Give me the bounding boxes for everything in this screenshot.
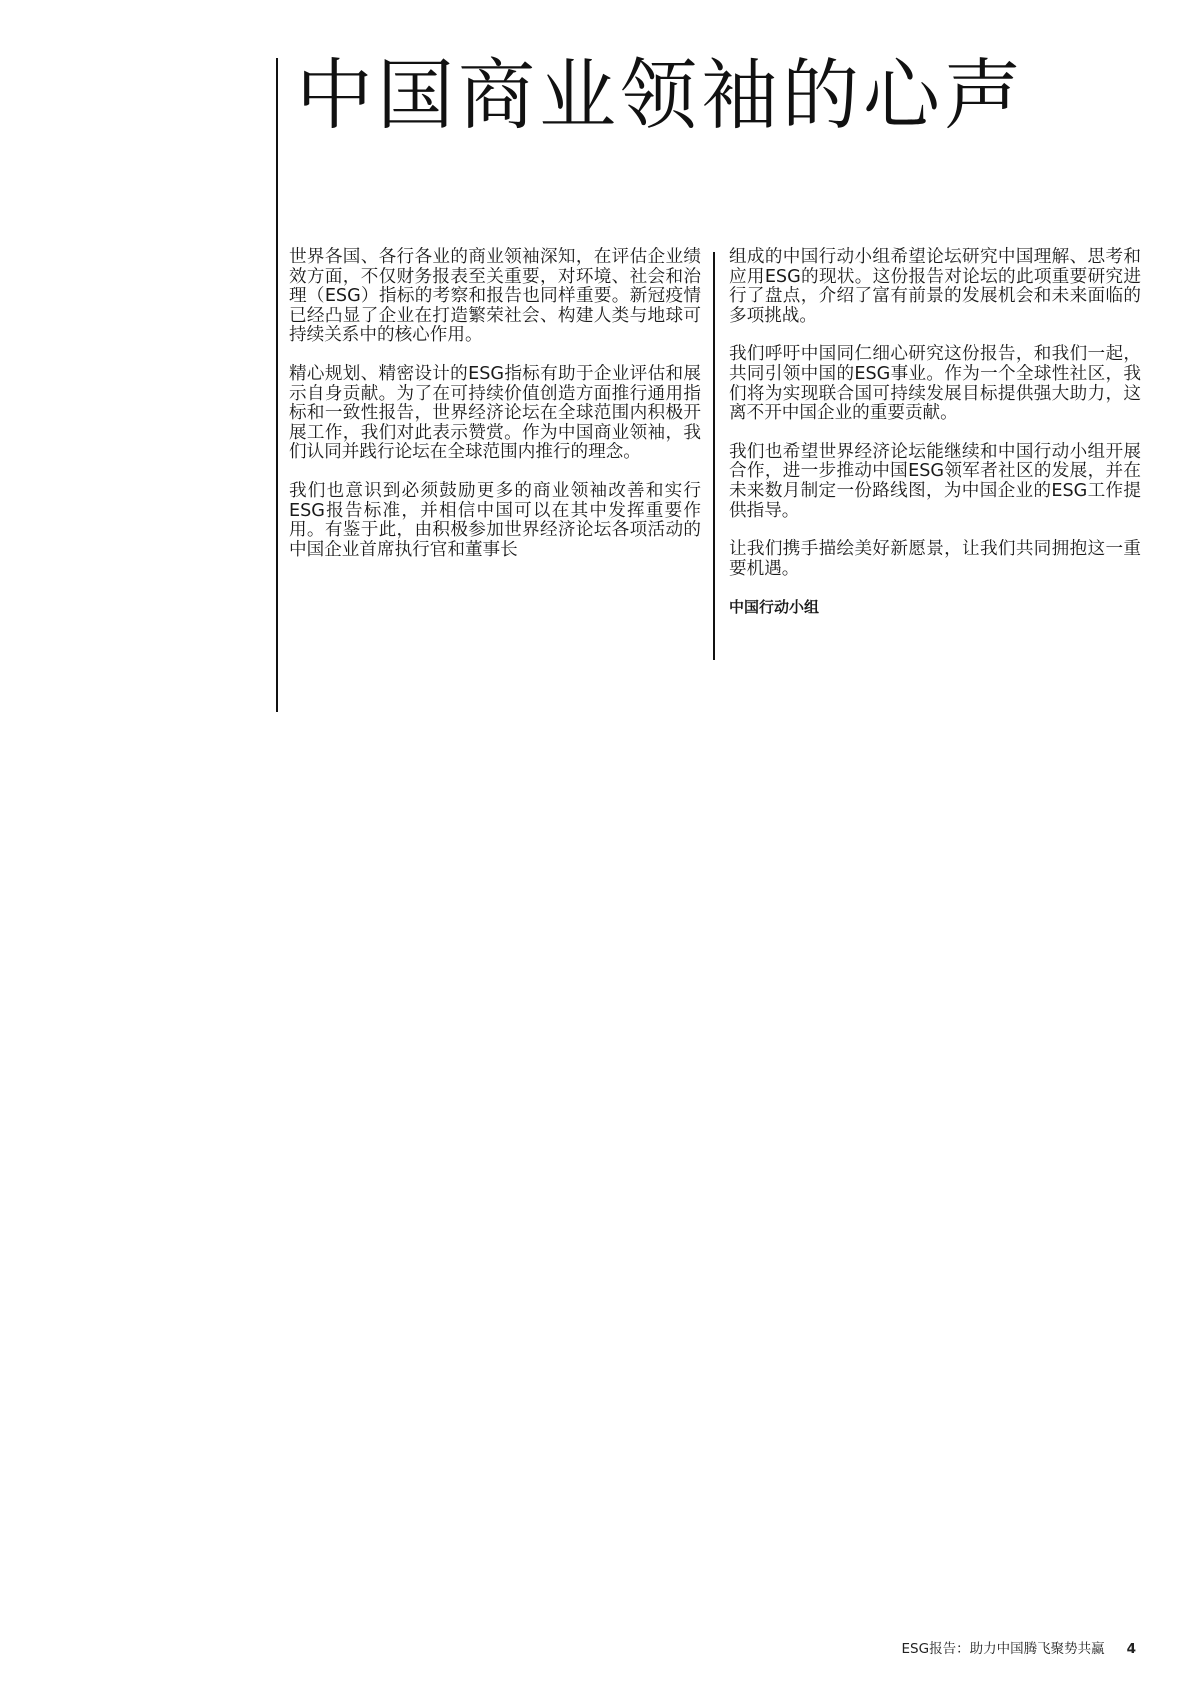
left-vertical-rule	[276, 58, 278, 712]
paragraph: 我们呼吁中国同仁细心研究这份报告，和我们一起，共同引领中国的ESG事业。作为一个全球性社区，我们将为实现联合国可持续发展目标提供强大助力，这离不开中国企业的重要贡献。	[729, 344, 1141, 424]
signature: 中国行动小组	[729, 598, 820, 617]
paragraph: 让我们携手描绘美好新愿景，让我们共同拥抱这一重要机遇。	[729, 539, 1141, 579]
paragraph: 我们也意识到必须鼓励更多的商业领袖改善和实行ESG报告标准，并相信中国可以在其中发挥重要作用。有鉴于此，由积极参加世界经济论坛各项活动的中国企业首席执行官和董事长	[289, 480, 701, 560]
paragraph: 精心规划、精密设计的ESG指标有助于企业评估和展示自身贡献。为了在可持续价值创造方面推行通用指标和一致性报告，世界经济论坛在全球范围内积极开展工作，我们对此表示赞赏。作为中国商业领袖，我们认同并践行论坛在全球范围内推行的理念。	[289, 363, 701, 463]
paragraph: 世界各国、各行各业的商业领袖深知，在评估企业绩效方面，不仅财务报表至关重要，对环境、社会和治理（ESG）指标的考察和报告也同样重要。新冠疫情已经凸显了企业在打造繁荣社会、构建人类与地球可持续关系中的核心作用。	[289, 247, 701, 346]
paragraph: 我们也希望世界经济论坛能继续和中国行动小组开展合作，进一步推动中国ESG领军者社区的发展，并在未来数月制定一份路线图，为中国企业的ESG工作提供指导。	[729, 441, 1141, 521]
page-footer	[902, 1637, 1136, 1657]
right-text-column	[729, 248, 1141, 618]
footer-report-title: ESG报告：助力中国腾飞聚势共赢	[901, 1641, 1105, 1657]
page-title: 中国商业领袖的心声	[296, 52, 1025, 141]
paragraph: 组成的中国行动小组希望论坛研究中国理解、思考和应用ESG的现状。这份报告对论坛的此项重要研究进行了盘点，介绍了富有前景的发展机会和未来面临的多项挑战。	[729, 247, 1141, 326]
left-text-column	[289, 248, 701, 579]
column-divider-rule	[713, 252, 715, 660]
page-number: 4	[1126, 1641, 1136, 1657]
